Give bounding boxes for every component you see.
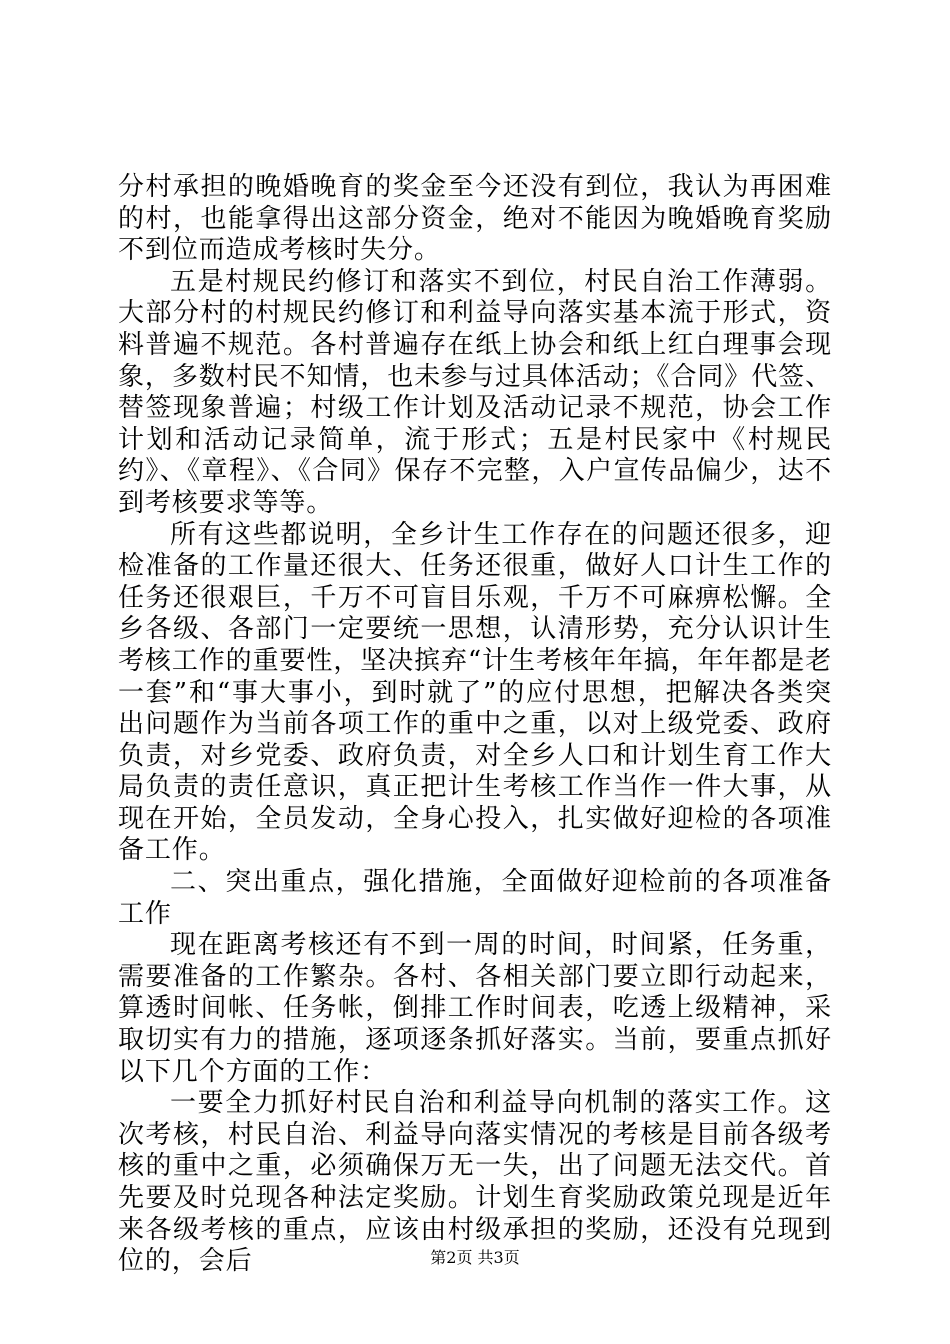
paragraph-timeline: 现在距离考核还有不到一周的时间，时间紧，任务重，需要准备的工作繁杂。各村、各相关部门要立即行动起来，算透时间帐、任务帐，倒排工作时间表，吃透上级精神，采取切实有力的措施，逐项逐条抓好落实。当前，要重点抓好以下几个方面的工作： [118, 930, 832, 1087]
document-body [118, 172, 832, 1278]
page-footer: 第2页 共3页 [430, 1248, 520, 1267]
section-heading-two: 二、突出重点，强化措施，全面做好迎检前的各项准备工作 [118, 867, 832, 929]
paragraph-continuation: 分村承担的晚婚晚育的奖金至今还没有到位，我认为再困难的村，也能拿得出这部分资金，绝对不能因为晚婚晚育奖励不到位而造成考核时失分。 [118, 172, 832, 266]
paragraph-summary: 所有这些都说明，全乡计生工作存在的问题还很多，迎检准备的工作量还很大、任务还很重，做好人口计生工作的任务还很艰巨，千万不可盲目乐观，千万不可麻痹松懈。全乡各级、各部门一定要统一思想，认清形势，充分认识计生考核工作的重要性，坚决摈弃“计生考核年年搞，年年都是老一套”和“事大事小，到时就了”的应付思想，把解决各类突出问题作为当前各项工作的重中之重，以对上级党委、政府负责，对乡党委、政府负责，对全乡人口和计划生育工作大局负责的责任意识，真正把计生考核工作当作一件大事，从现在开始，全员发动，全身心投入，扎实做好迎检的各项准备工作。 [118, 519, 832, 866]
paragraph-village-rules: 五是村规民约修订和落实不到位，村民自治工作薄弱。大部分村的村规民约修订和利益导向落实基本流于形式，资料普遍不规范。各村普遍存在纸上协会和纸上红白理事会现象，多数村民不知情，也未参与过具体活动；《合同》代签、替签现象普遍；村级工作计划及活动记录不规范，协会工作计划和活动记录简单，流于形式；五是村民家中《村规民约》、《章程》、《合同》保存不完整，入户宣传品偏少，达不到考核要求等等。 [118, 266, 832, 518]
paragraph-first-task: 一要全力抓好村民自治和利益导向机制的落实工作。这次考核，村民自治、利益导向落实情况的考核是目前各级考核的重中之重，必须确保万无一失，出了问题无法交代。首先要及时兑现各种法定奖励。计划生育奖励政策兑现是近年来各级考核的重点，应该由村级承担的奖励，还没有兑现到位的，会后 [118, 1088, 832, 1277]
